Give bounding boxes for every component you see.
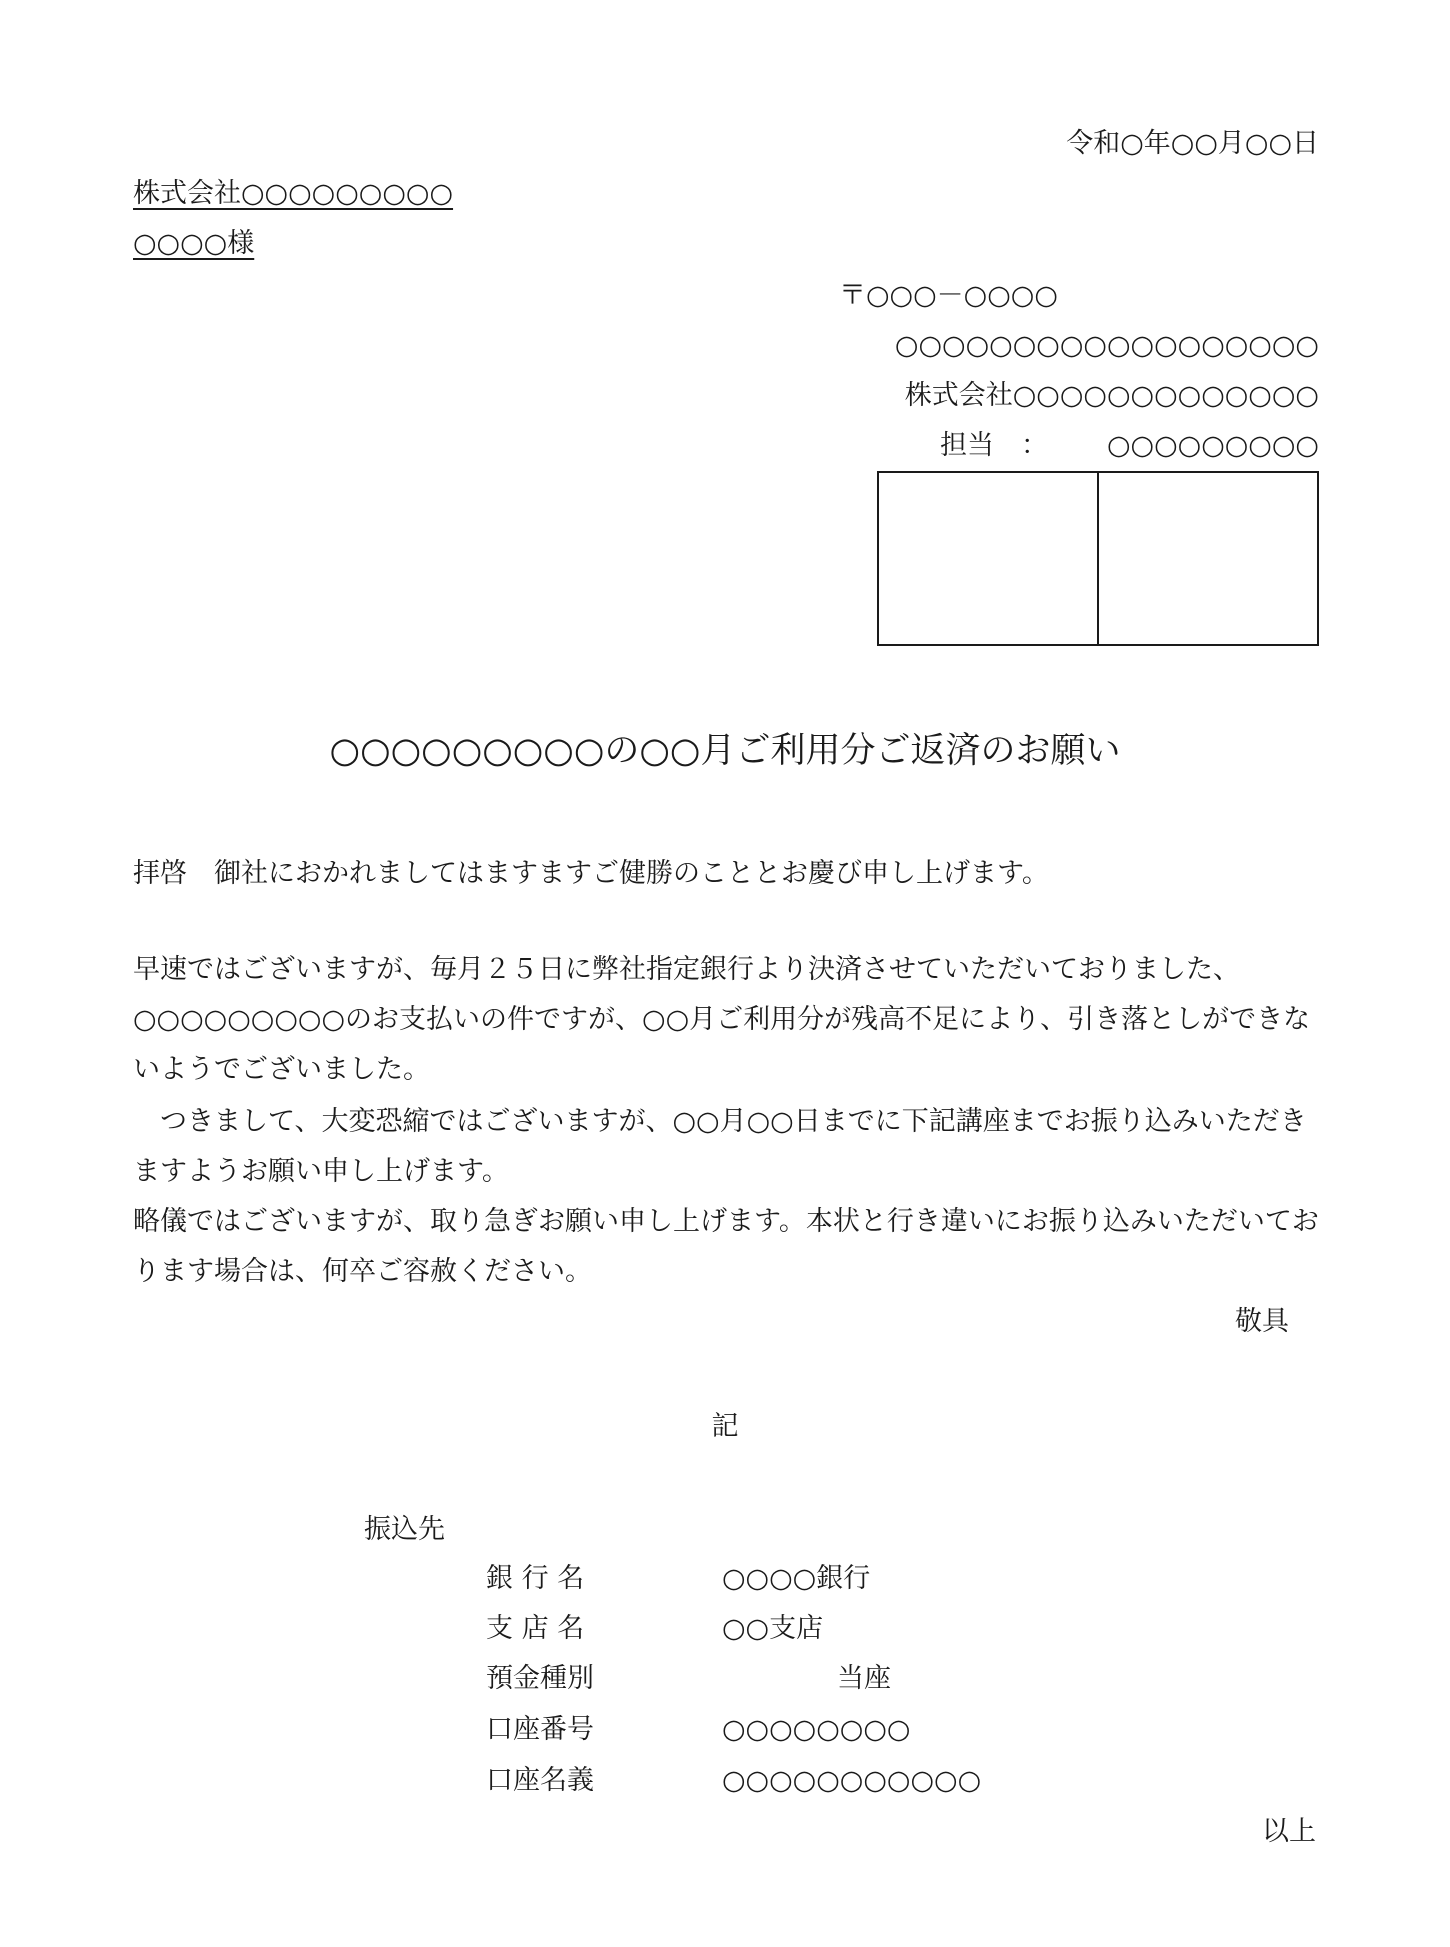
account-holder-value: ○○○○○○○○○○○ [722,1765,982,1796]
letter-title: ○○○○○○○○○の○○月ご利用分ご返済のお願い [329,731,1121,771]
account-type-value: 当座 [837,1663,891,1694]
account-type-label: 預金種別 [486,1663,594,1694]
body-paragraph-1: 早速ではございますが、毎月２５日に弊社指定銀行より決済させていただいておりました、○○○○○○○○○のお支払いの件ですが、○○月ご利用分が残高不足により、引き落としができないようでございました。 [133,954,1311,1085]
branch-name-value: ○○支店 [722,1613,824,1644]
sender-contact-name: ○○○○○○○○○ [1106,430,1319,461]
transfer-heading: 振込先 [364,1514,445,1545]
letter-date: 令和○年○○月○○日 [1066,128,1319,159]
sender-address: ○○○○○○○○○○○○○○○○○○ [894,330,1319,361]
body-paragraph-2: つきまして、大変恐縮ではございますが、○○月○○日までに下記講座までお振り込みいただきますようお願い申し上げます。 [133,1106,1307,1187]
recipient-company: 株式会社○○○○○○○○○ [133,178,454,209]
bank-name-label: 銀 行 名 [486,1563,585,1594]
branch-name-label: 支 店 名 [486,1613,585,1644]
sender-company: 株式会社○○○○○○○○○○○○○ [904,380,1319,411]
stamp-box [877,471,1319,646]
body-paragraph-3: 略儀ではございますが、取り急ぎお願い申し上げます。本状と行き違いにお振り込みいただいております場合は、何卒ご容赦ください。 [133,1206,1319,1287]
sender-postal: 〒○○○－○○○○ [839,280,1058,311]
ki-heading: 記 [711,1411,739,1442]
end-ijo: 以上 [1262,1816,1316,1847]
stamp-cell-right [1097,473,1317,644]
recipient-person: ○○○○様 [133,228,255,259]
account-holder-label: 口座名義 [486,1765,594,1796]
account-number-value: ○○○○○○○○ [722,1714,911,1745]
sender-contact-label: 担当 ： [940,430,1048,461]
greeting: 拝啓 御社におかれましてはますますご健勝のこととお慶び申し上げます。 [133,858,1049,889]
stamp-cell-left [879,473,1097,644]
closing-keigu: 敬具 [1235,1306,1289,1337]
bank-name-value: ○○○○銀行 [722,1563,871,1594]
account-number-label: 口座番号 [486,1714,594,1745]
